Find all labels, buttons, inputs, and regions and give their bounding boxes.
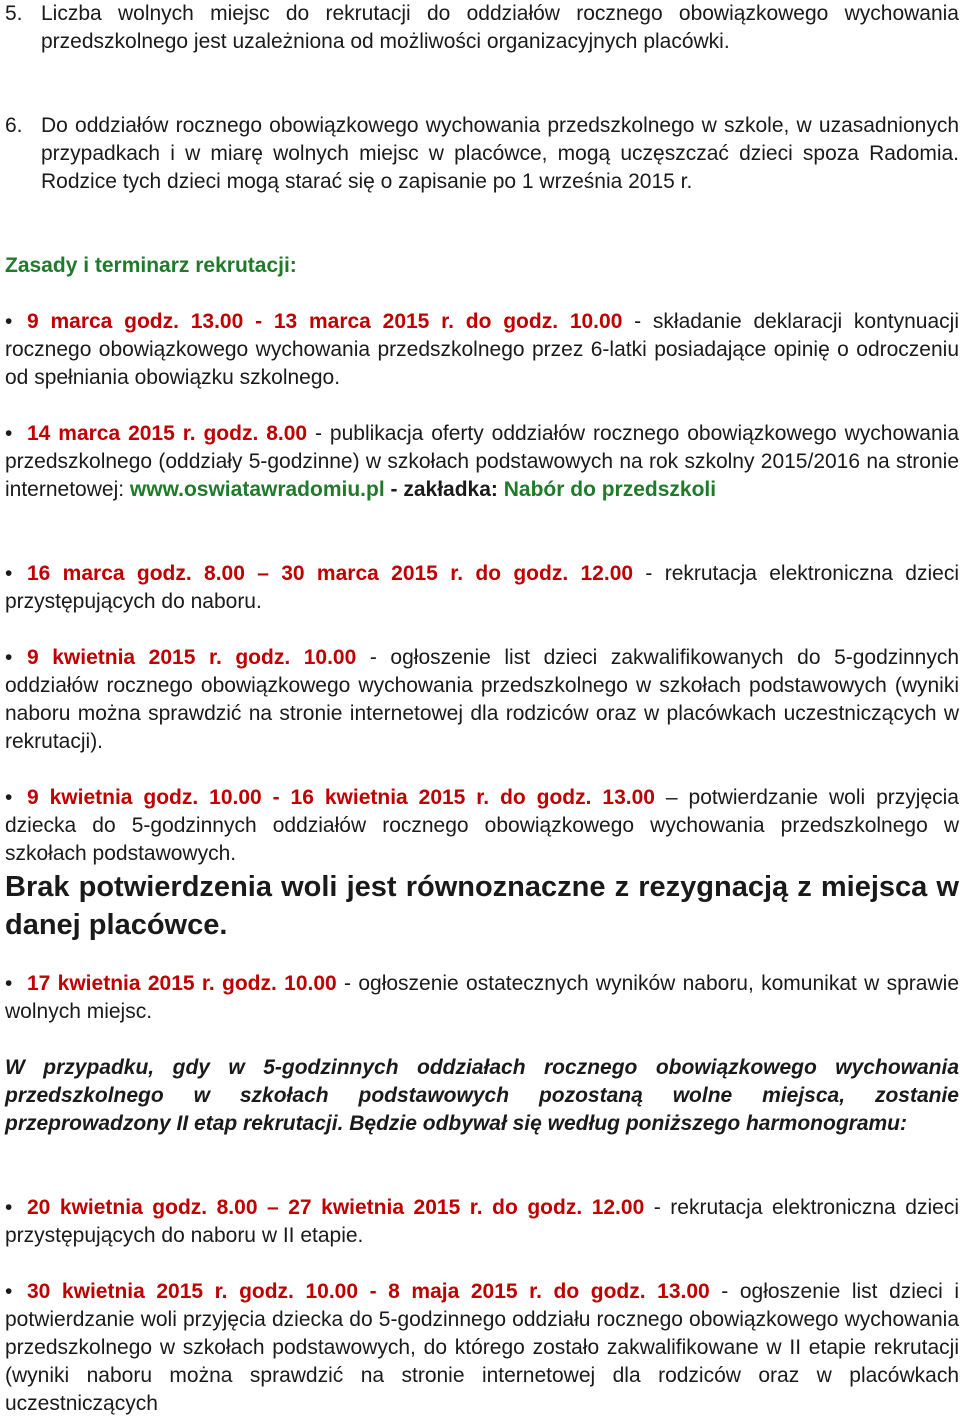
bullet-1	[5, 308, 959, 392]
bullet-icon: •	[5, 310, 13, 333]
bullet-icon: •	[5, 422, 13, 445]
tab-name: Nabór do przedszkoli	[503, 478, 717, 501]
website-link[interactable]: www.oswiatawradomiu.pl	[129, 478, 385, 501]
second-stage-block	[5, 1054, 959, 1138]
bullet-6-date: 17 kwietnia 2015 r. godz. 10.00	[27, 972, 337, 995]
bullet-5-text: – potwierdzanie woli przyjęcia dziecka do 5-godzinnych oddziałów rocznego obowiązkowego wychowania przedszkolnego w szkołach podstawowych.	[5, 786, 959, 865]
item-5	[5, 0, 959, 56]
bullet-8-text: - ogłoszenie list dzieci i potwierdzanie woli przyjęcia dziecka do 5-godzinnego oddziału rocznego obowiązkowego wychowania przedszkolnego w szkołach podstawowych, do którego zostało zakwalifikowane w II etapie rekrutacji (wyniki naboru można sprawdzić na stronie internetowej dla rodziców oraz w placówkach uczestniczących	[5, 1280, 959, 1415]
bullet-2-text: - publikacja oferty oddziałów rocznego obowiązkowego wychowania przedszkolnego (oddziały 5-godzinne) w szkołach podstawowych na rok szkolny 2015/2016 na stronie internetowej:	[5, 422, 959, 501]
bullet-7-text: - rekrutacja elektroniczna dzieci przystępujących do naboru w II etapie.	[5, 1196, 959, 1247]
bullet-icon: •	[5, 646, 13, 669]
bullet-3-text: - rekrutacja elektroniczna dzieci przystępujących do naboru.	[5, 562, 959, 613]
warning-block	[5, 868, 959, 944]
bullet-2	[5, 420, 959, 504]
bullet-5	[5, 784, 959, 868]
bullet-1-date: 9 marca godz. 13.00 - 13 marca 2015 r. do godz. 10.00	[27, 310, 623, 333]
bullet-icon: •	[5, 786, 13, 809]
bullet-3-date: 16 marca godz. 8.00 – 30 marca 2015 r. do godz. 12.00	[27, 562, 634, 585]
item-6-number: 6.	[5, 114, 23, 137]
bullet-3	[5, 560, 959, 616]
bullet-icon: •	[5, 562, 13, 585]
bullet-2-date: 14 marca 2015 r. godz. 8.00	[27, 422, 308, 445]
bullet-8-date: 30 kwietnia 2015 r. godz. 10.00 - 8 maja 2015 r. do godz. 13.00	[27, 1280, 710, 1303]
item-6-text: Do oddziałów rocznego obowiązkowego wychowania przedszkolnego w szkole, w uzasadnionych przypadkach i w miarę wolnych miejsc w placówce, mogą uczęszczać dzieci spoza Radomia. Rodzice tych dzieci mogą starać się o zapisanie po 1 września 2015 r.	[41, 114, 959, 193]
schedule-heading: Zasady i terminarz rekrutacji:	[5, 254, 297, 277]
bullet-4-text: - ogłoszenie list dzieci zakwalifikowanych do 5-godzinnych oddziałów rocznego obowiązkowego wychowania przedszkolnego w szkołach podstawowych (wyniki naboru można sprawdzić na stronie internetowej dla rodziców oraz w placówkach uczestniczących w rekrutacji).	[5, 646, 959, 753]
item-5-number: 5.	[5, 2, 23, 25]
item-5-text: Liczba wolnych miejsc do rekrutacji do oddziałów rocznego obowiązkowego wychowania przedszkolnego jest uzależniona od możliwości organizacyjnych placówki.	[41, 2, 959, 53]
bullet-icon: •	[5, 1280, 13, 1303]
section-heading	[5, 252, 959, 280]
bullet-6-text: - ogłoszenie ostatecznych wyników naboru, komunikat w sprawie wolnych miejsc.	[5, 972, 959, 1023]
bullet-icon: •	[5, 972, 13, 995]
bullet-6	[5, 970, 959, 1026]
tab-label: - zakładka:	[384, 478, 498, 501]
bullet-7	[5, 1194, 959, 1250]
bullet-8	[5, 1278, 959, 1418]
bullet-icon: •	[5, 1196, 13, 1219]
item-6	[5, 112, 959, 196]
bullet-7-date: 20 kwietnia godz. 8.00 – 27 kwietnia 2015 r. do godz. 12.00	[27, 1196, 645, 1219]
bullet-5-date: 9 kwietnia godz. 10.00 - 16 kwietnia 2015 r. do godz. 13.00	[27, 786, 655, 809]
second-stage-text: W przypadku, gdy w 5-godzinnych oddziałach rocznego obowiązkowego wychowania przedszkolnego w szkołach podstawowych pozostaną wolne miejsca, zostanie przeprowadzony II etap rekrutacji. Będzie odbywał się według poniższego harmonogramu:	[5, 1056, 959, 1135]
warning-text: Brak potwierdzenia woli jest równoznaczne z rezygnacją z miejsca w danej placówce.	[5, 871, 959, 941]
bullet-4	[5, 644, 959, 756]
bullet-4-date: 9 kwietnia 2015 r. godz. 10.00	[27, 646, 357, 669]
bullet-1-text: - składanie deklaracji kontynuacji rocznego obowiązkowego wychowania przedszkolnego przez 6-latki posiadające opinię o odroczeniu od spełniania obowiązku szkolnego.	[5, 310, 959, 389]
